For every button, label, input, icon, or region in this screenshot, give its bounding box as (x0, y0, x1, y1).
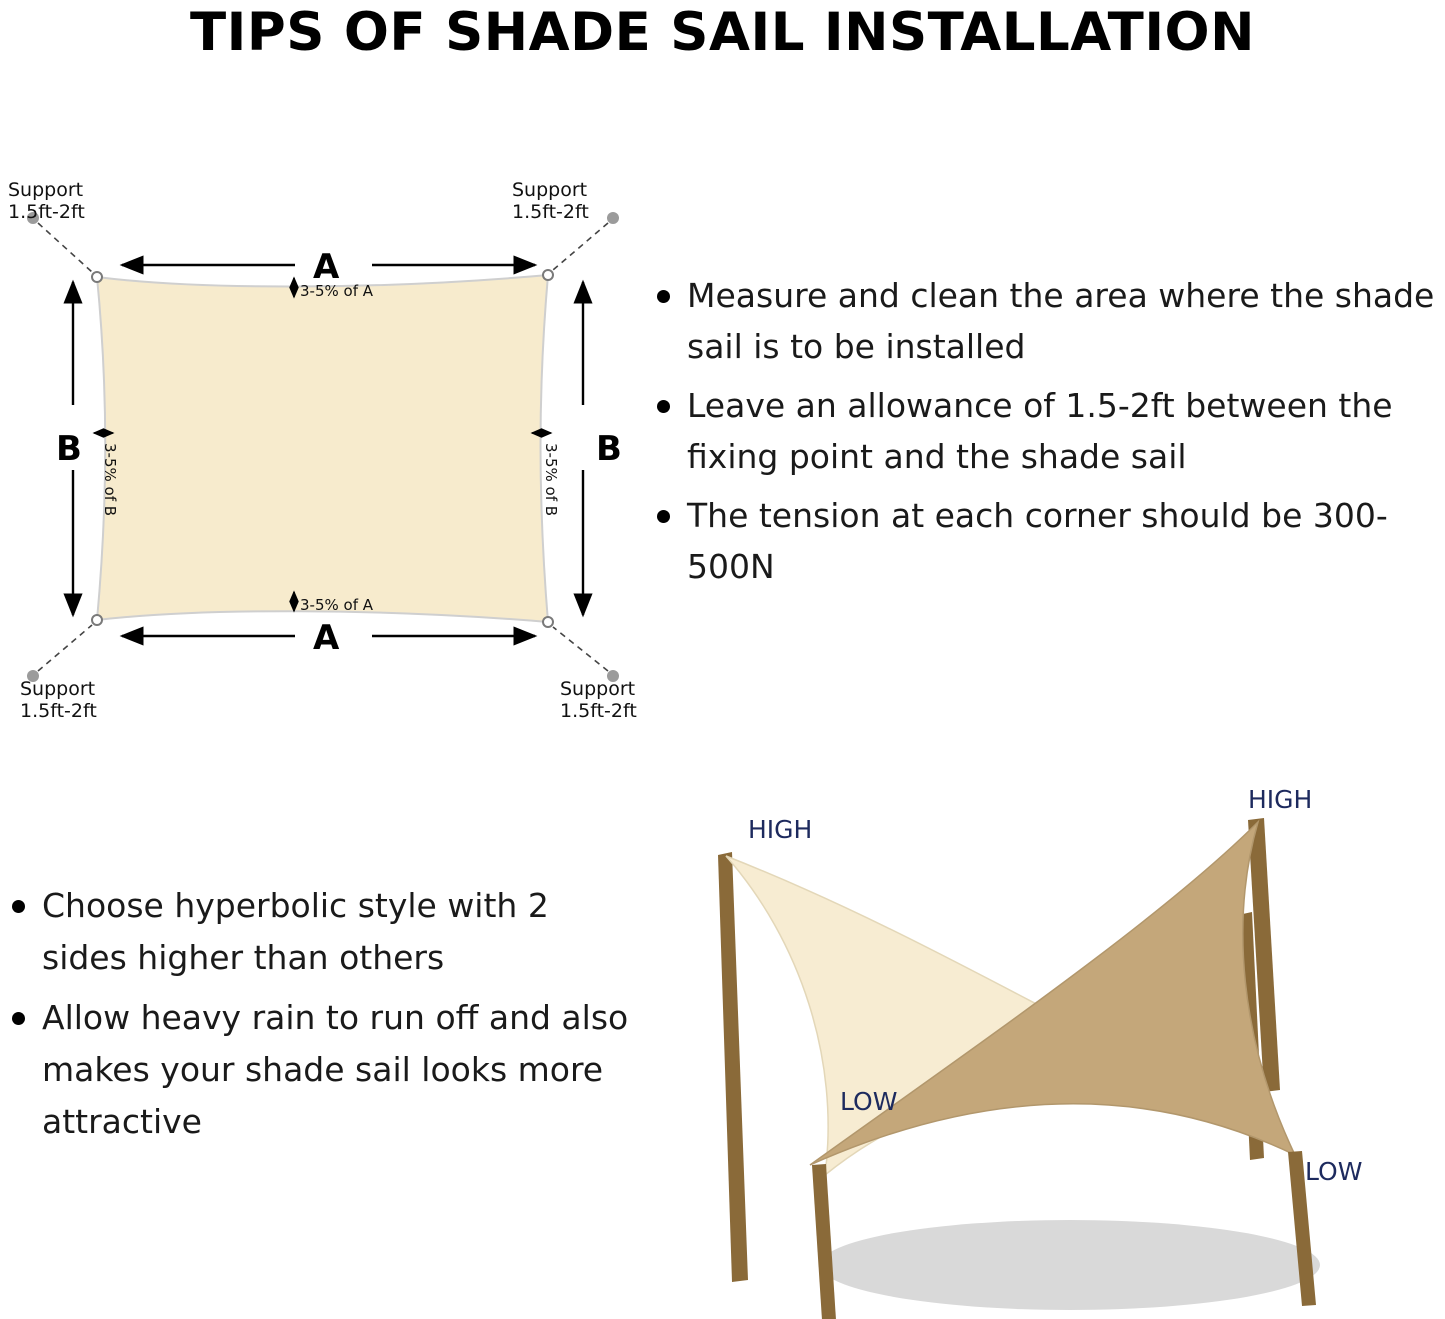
support-line-bottom-right (553, 627, 608, 671)
support-line-top-left (38, 223, 92, 272)
bottom-diagram-container (640, 760, 1445, 1319)
top-bullet-list-container (645, 270, 1445, 600)
curve-label-left: 3-5% of B (101, 443, 119, 517)
page-title: TIPS OF SHADE SAIL INSTALLATION (190, 2, 1255, 63)
support-line-bottom-left (38, 625, 92, 671)
dimension-label-top-A: A (313, 247, 340, 287)
support-dot-top-right (607, 212, 619, 224)
dimension-label-bottom-A: A (313, 618, 340, 658)
support-line-top-right (553, 223, 608, 270)
label-low-left: LOW (840, 1087, 898, 1116)
hyperbolic-sail-diagram-svg (640, 760, 1445, 1319)
support-label-bottom-right-line1: Support (560, 678, 636, 700)
rectangular-sail-diagram-svg (0, 150, 660, 740)
support-label-bottom-left-line2: 1.5ft-2ft (20, 700, 97, 722)
support-label-bottom-right-line2: 1.5ft-2ft (560, 700, 637, 722)
support-label-top-left-line1: Support (8, 179, 84, 201)
list-item: Allow heavy rain to run off and also makes your shade sail looks more attractive (0, 992, 640, 1148)
curve-label-bottom: 3-5% of A (300, 596, 374, 614)
curve-label-top: 3-5% of A (300, 282, 374, 300)
support-label-top-left-line2: 1.5ft-2ft (8, 201, 85, 223)
list-item: Choose hyperbolic style with 2 sides higher than others (0, 880, 640, 984)
post-low-left (812, 1164, 836, 1319)
support-label-top-right-line1: Support (512, 179, 588, 201)
sail-shape (97, 275, 548, 622)
ground-shadow (820, 1220, 1320, 1310)
corner-grommet-top-left (92, 272, 102, 282)
support-label-bottom-left-line1: Support (20, 678, 96, 700)
top-bullet-list (645, 270, 1445, 592)
post-high-left (718, 852, 748, 1282)
bottom-bullet-list-container (0, 880, 640, 1156)
top-diagram-container (0, 150, 660, 740)
corner-grommet-bottom-left (92, 615, 102, 625)
label-high-left: HIGH (748, 815, 813, 844)
list-item: Leave an allowance of 1.5-2ft between the fixing point and the shade sail (645, 380, 1445, 482)
curve-label-right: 3-5% of B (542, 443, 560, 517)
label-low-right: LOW (1305, 1157, 1363, 1186)
dimension-label-left-B: B (56, 429, 82, 469)
list-item: Measure and clean the area where the shade sail is to be installed (645, 270, 1445, 372)
bottom-bullet-list (0, 880, 640, 1148)
dimension-label-right-B: B (596, 429, 622, 469)
support-label-top-right-line2: 1.5ft-2ft (512, 201, 589, 223)
corner-grommet-top-right (543, 270, 553, 280)
label-high-right: HIGH (1248, 785, 1313, 814)
corner-grommet-bottom-right (543, 617, 553, 627)
list-item: The tension at each corner should be 300-500N (645, 490, 1445, 592)
